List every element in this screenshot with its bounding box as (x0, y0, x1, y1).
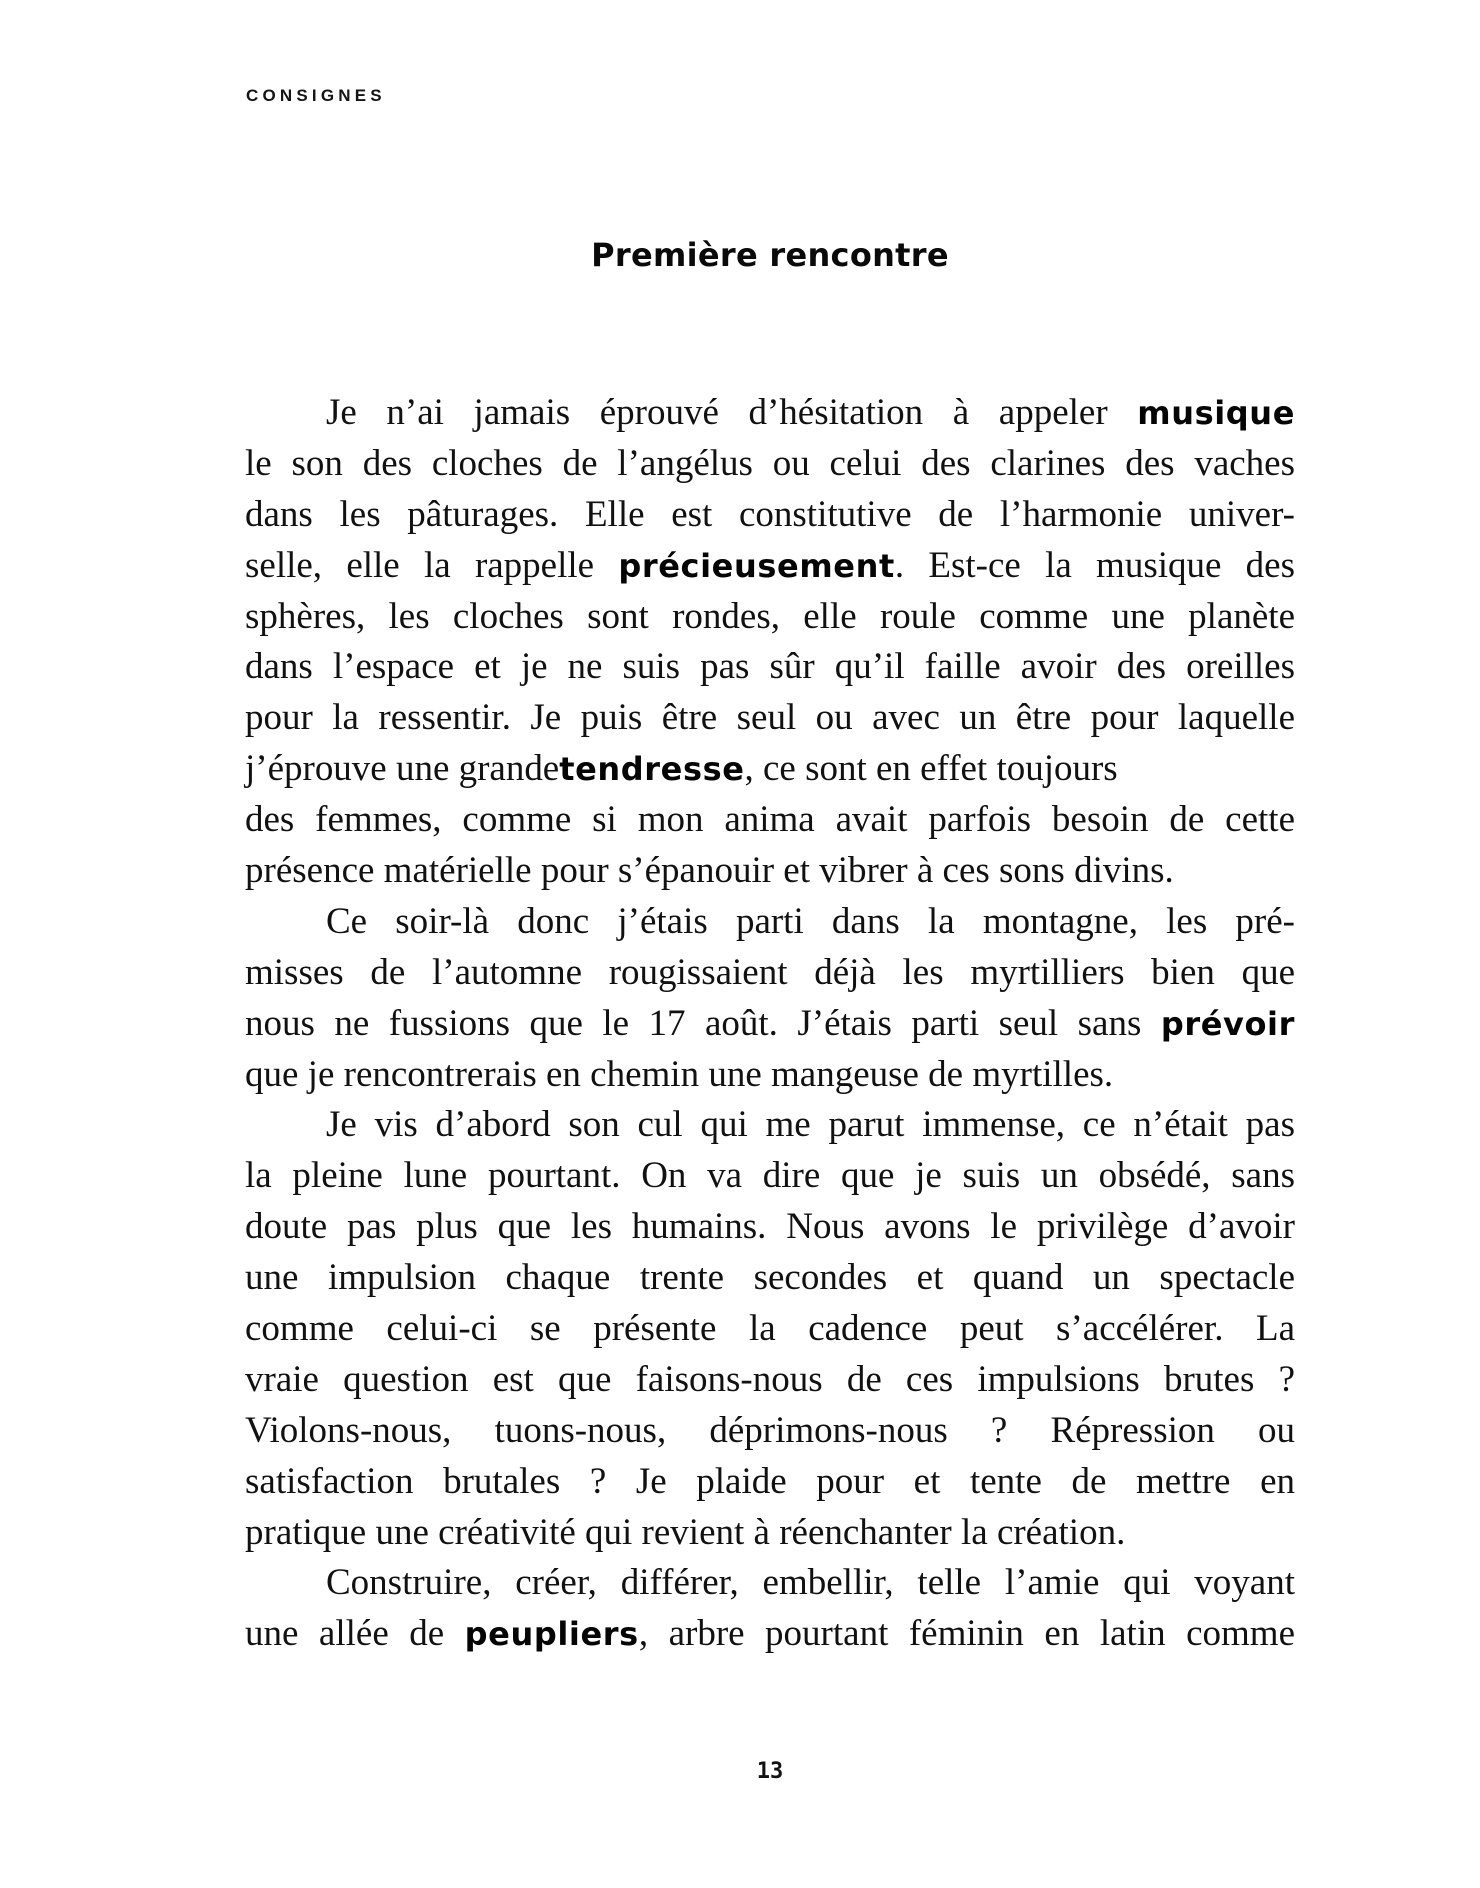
text-line: Je n’ai jamais éprouvé d’hésitation à appeler musique (326, 392, 1295, 433)
text-line: dans l’espace et je ne suis pas sûr qu’il faille avoir des oreilles (245, 646, 1295, 688)
text-line: Construire, créer, différer, embellir, telle l’amie qui voyant (326, 1562, 1295, 1604)
keyword-tendresse: tendresse (559, 750, 745, 789)
text-line: j’éprouve une grandetendresse, ce sont en effet toujours (245, 744, 1295, 795)
text-line: satisfaction brutales ? Je plaide pour et tente de mettre en (245, 1460, 1295, 1502)
body-text (245, 388, 1295, 1660)
keyword-peupliers: peupliers (464, 1615, 639, 1654)
text-line: présence matérielle pour s’épanouir et vibrer à ces sons divins. (245, 850, 1174, 892)
text-line: le son des cloches de l’angélus ou celui des clarines des vaches (245, 442, 1295, 484)
text-line: dans les pâturages. Elle est constitutive de l’harmonie univer- (245, 493, 1295, 535)
text-line: doute pas plus que les humains. Nous avons le privilège d’avoir (245, 1206, 1295, 1248)
keyword-prevoir: prévoir (1160, 1004, 1295, 1043)
keyword-precieusement: précieusement (618, 546, 895, 585)
text-line: Violons-nous, tuons-nous, déprimons-nous ? Répression ou (245, 1409, 1295, 1451)
running-header: CONSIGNES (246, 86, 386, 105)
text-line: la pleine lune pourtant. On va dire que je suis un obsédé, sans (245, 1155, 1295, 1197)
text-line: selle, elle la rappelle précieusement. Est-ce la musique des (245, 544, 1295, 586)
text-line: que je rencontrerais en chemin une mangeuse de myrtilles. (245, 1053, 1114, 1095)
keyword-musique: musique (1137, 394, 1295, 432)
page-number: 13 (756, 1759, 784, 1784)
text-line: une allée de peupliers, arbre pourtant féminin en latin comme (245, 1613, 1295, 1655)
text-line: Ce soir-là donc j’étais parti dans la montagne, les pré- (326, 900, 1295, 942)
chapter-title: Première rencontre (591, 236, 949, 274)
text-line: comme celui-ci se présente la cadence peut s’accélérer. La (245, 1308, 1295, 1350)
text-line: des femmes, comme si mon anima avait parfois besoin de cette (245, 799, 1295, 841)
text-line: misses de l’automne rougissaient déjà les myrtilliers bien que (245, 951, 1295, 993)
text-line: une impulsion chaque trente secondes et quand un spectacle (245, 1257, 1295, 1299)
text-line: pratique une créativité qui revient à réenchanter la création. (245, 1511, 1126, 1553)
text-line: vraie question est que faisons-nous de ces impulsions brutes ? (245, 1358, 1295, 1400)
text-line: nous ne fussions que le 17 août. J’étais parti seul sans prévoir (245, 1002, 1295, 1044)
text-line: sphères, les cloches sont rondes, elle roule comme une planète (245, 595, 1295, 637)
text-line: pour la ressentir. Je puis être seul ou avec un être pour laquelle (245, 697, 1295, 739)
text-line: Je vis d’abord son cul qui me parut immense, ce n’était pas (326, 1104, 1295, 1146)
